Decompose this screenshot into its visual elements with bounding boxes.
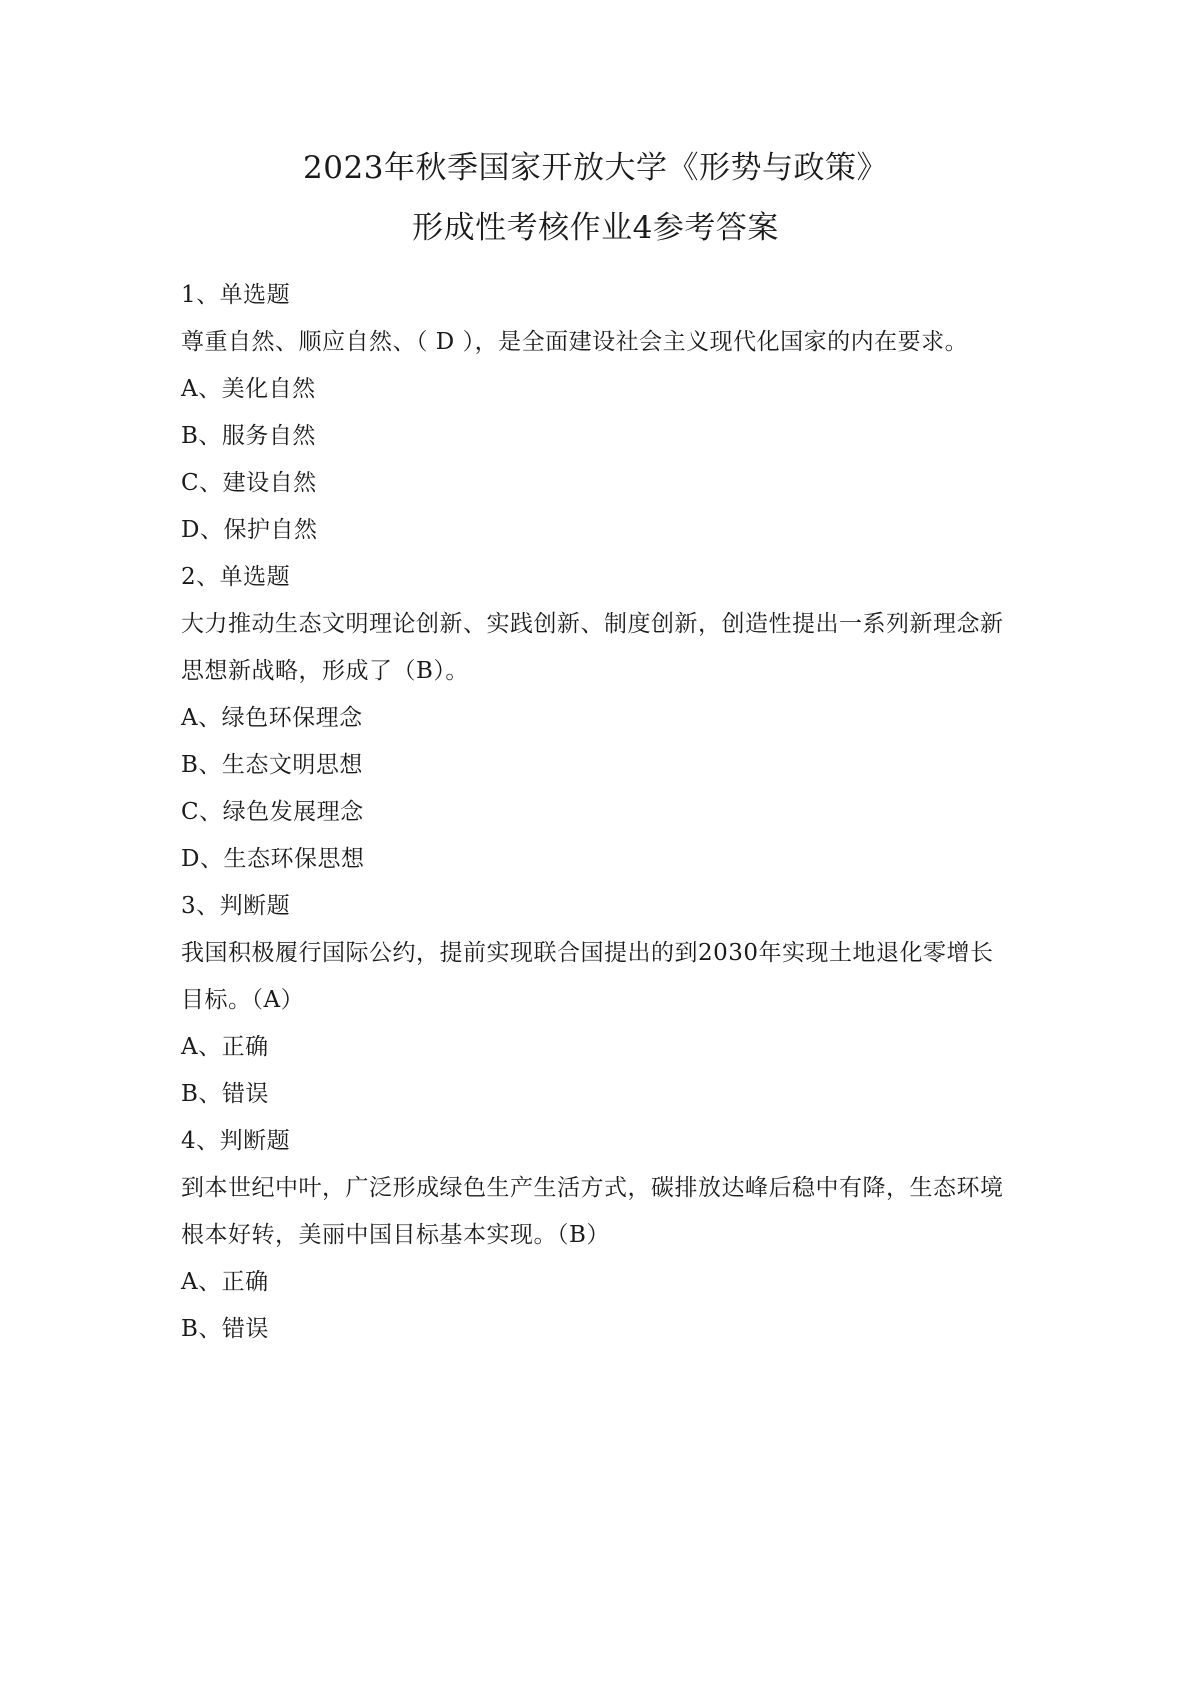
option-a: A、绿色环保理念 — [181, 705, 363, 731]
question-2 — [181, 554, 1021, 883]
question-header: 3、判断题 — [181, 893, 291, 919]
question-stem-continued: 目标。（A） — [181, 987, 305, 1013]
question-header: 4、判断题 — [181, 1128, 291, 1154]
question-header: 1、单选题 — [181, 282, 291, 308]
question-stem: 大力推动生态文明理论创新、实践创新、制度创新，创造性提出一系列新理念新 — [181, 611, 1004, 637]
option-c: C、建设自然 — [181, 470, 317, 496]
option-a: A、正确 — [181, 1034, 269, 1060]
document-title: 2023年秋季国家开放大学《形势与政策》 — [303, 150, 888, 186]
option-b: B、服务自然 — [181, 423, 316, 449]
option-b: B、错误 — [181, 1316, 269, 1342]
question-3 — [181, 883, 1021, 1118]
question-stem: 尊重自然、顺应自然、（ D ），是全面建设社会主义现代化国家的内在要求。 — [181, 329, 969, 355]
option-c: C、绿色发展理念 — [181, 799, 364, 825]
option-a: A、正确 — [181, 1269, 269, 1295]
option-b: B、错误 — [181, 1081, 269, 1107]
question-stem: 我国积极履行国际公约，提前实现联合国提出的到2030年实现土地退化零增长 — [181, 940, 994, 966]
option-a: A、美化自然 — [181, 376, 316, 402]
question-stem-continued: 思想新战略，形成了（B）。 — [181, 658, 469, 684]
question-list — [181, 272, 1021, 1353]
question-header: 2、单选题 — [181, 564, 291, 590]
option-d: D、生态环保思想 — [181, 846, 365, 872]
question-stem-continued: 根本好转，美丽中国目标基本实现。（B） — [181, 1222, 610, 1248]
question-1 — [181, 272, 1021, 554]
option-d: D、保护自然 — [181, 517, 318, 543]
option-b: B、生态文明思想 — [181, 752, 363, 778]
document-subtitle: 形成性考核作业4参考答案 — [412, 210, 779, 246]
question-4 — [181, 1118, 1021, 1353]
question-stem: 到本世纪中叶，广泛形成绿色生产生活方式，碳排放达峰后稳中有降，生态环境 — [181, 1175, 1004, 1201]
